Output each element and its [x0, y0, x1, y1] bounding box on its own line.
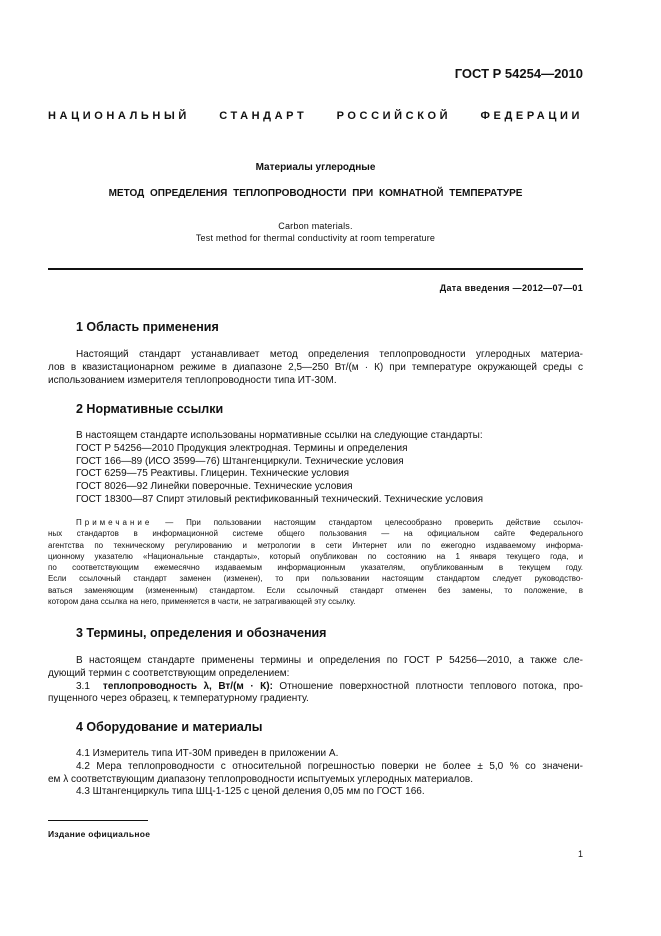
note-line: агентства по техническому регулированию и метрологии в сети Интернет или по ежегодно издаваемому информа-	[48, 540, 583, 550]
reference-intro: В настоящем стандарте использованы нормативные ссылки на следующие стандарты:	[76, 430, 483, 441]
section-1-line: использованием измерителя теплопроводности типа ИТ-30М.	[48, 374, 337, 386]
term-number: 3.1	[76, 680, 90, 692]
section-1-text	[48, 349, 583, 387]
title-divider	[48, 268, 583, 270]
term-definition-text: Отношение поверхностной плотности теплового потока, про-	[272, 680, 583, 692]
section-4-heading: 4 Оборудование и материалы	[76, 720, 263, 734]
equipment-item: 4.3 Штангенциркуль типа ШЦ-1-125 с ценой деления 0,05 мм по ГОСТ 166.	[76, 786, 425, 798]
page-number: 1	[577, 849, 583, 859]
term-definition	[48, 681, 583, 694]
equipment-item: 4.2 Мера теплопроводности с относительной погрешностью поверки не более ± 5,0 % со значени-	[76, 760, 583, 772]
document-title: МЕТОД ОПРЕДЕЛЕНИЯ ТЕПЛОПРОВОДНОСТИ ПРИ КОМНАТНОЙ ТЕМПЕРАТУРЕ	[108, 188, 523, 199]
note-label: Примечание	[76, 518, 153, 527]
normative-references-list	[76, 430, 583, 507]
note-line: по соответствующим ежемесячно издаваемым информационным указателям, опубликованным в текущем году.	[48, 563, 583, 573]
term-name: теплопроводность λ, Вт/(м · К):	[102, 680, 273, 692]
term-definition-continuation: пущенного через образец, к температурному градиенту.	[48, 693, 309, 705]
reference-item: ГОСТ Р 54256—2010 Продукция электродная. Термины и определения	[76, 442, 408, 454]
english-title-line-2: Test method for thermal conductivity at room temperature	[195, 233, 436, 243]
introduction-date: Дата введения —2012—07—01	[439, 283, 583, 293]
reference-item: ГОСТ 18300—87 Спирт этиловый ректификованный технический. Технические условия	[76, 493, 484, 505]
national-standard-banner: НАЦИОНАЛЬНЫЙ СТАНДАРТ РОССИЙСКОЙ ФЕДЕРАЦИИ	[48, 110, 583, 122]
section-3-line: дующий термин с соответствующим определением:	[48, 667, 290, 679]
note-line: котором дана ссылка на него, применяется в части, не затрагивающей эту ссылку.	[48, 597, 356, 607]
equipment-item: 4.1 Измеритель типа ИТ-30М приведен в приложении А.	[76, 748, 339, 759]
note-line: ных стандартов в информационной системе общего пользования — на официальном сайте Федерального	[48, 529, 583, 539]
english-title-line-1: Carbon materials.	[278, 221, 353, 231]
official-edition-label: Издание официальное	[48, 829, 151, 839]
references-note	[48, 517, 583, 607]
note-line: Если ссылочный стандарт заменен (изменен), то при пользовании настоящим стандартом следует руководство-	[48, 574, 583, 584]
section-4-text	[48, 748, 583, 799]
reference-item: ГОСТ 166—89 (ИСО 3599—76) Штангенциркули. Технические условия	[76, 455, 404, 467]
reference-item: ГОСТ 8026—92 Линейки поверочные. Технические условия	[76, 481, 353, 493]
section-1-heading: 1 Область применения	[76, 320, 219, 334]
english-title	[48, 220, 583, 244]
note-line: ваться заменяющим (измененным) стандартом. Если ссылочный стандарт отменен без замены, то положение, в	[48, 585, 583, 595]
footer-divider	[48, 820, 148, 821]
section-3-line: В настоящем стандарте применены термины и определения по ГОСТ Р 54256—2010, а также сле-	[76, 655, 583, 666]
document-code: ГОСТ Р 54254—2010	[454, 66, 583, 81]
section-2-heading: 2 Нормативные ссылки	[76, 402, 224, 416]
section-1-line: Настоящий стандарт устанавливает метод определения теплопроводности углеродных материа-	[76, 349, 583, 360]
section-3-heading: 3 Термины, определения и обозначения	[76, 626, 327, 640]
section-3-text	[48, 655, 583, 706]
note-line: ционному указателю «Национальные стандарты», который опубликован по состоянию на 1 января текущего года, и	[48, 551, 583, 561]
note-line: — При пользовании настоящим стандартом целесообразно проверить действие ссылоч-	[152, 518, 583, 527]
section-1-line: лов в квазистационарном режиме в диапазоне 2,5—250 Вт/(м · К) при температуре окружающей среды с	[48, 361, 583, 373]
reference-item: ГОСТ 6259—75 Реактивы. Глицерин. Технические условия	[76, 468, 350, 480]
equipment-item-continuation: ем λ соответствующим диапазону теплопроводности испытуемых углеродных материалов.	[48, 773, 473, 785]
document-subject: Материалы углеродные	[255, 162, 376, 173]
